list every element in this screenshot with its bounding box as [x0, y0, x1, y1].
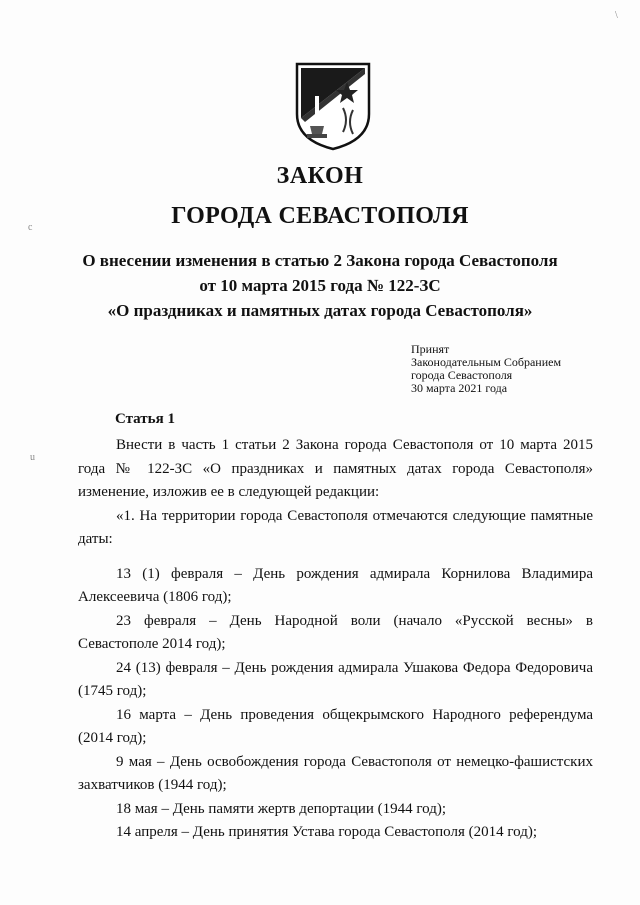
scan-artifact-mark: c [28, 222, 33, 233]
memorial-date-item: 18 мая – День памяти жертв депортации (1944 год); [116, 800, 447, 817]
subtitle-line: О внесении изменения в статью 2 Закона города Севастополя [82, 251, 558, 270]
memorial-date-item: 13 (1) февраля – День рождения адмирала Корнилова Владимира Алексеевича (1806 год); [78, 565, 593, 605]
memorial-date-item: 16 марта – День проведения общекрымского Народного референдума (2014 год); [78, 706, 593, 746]
subtitle-line: от 10 марта 2015 года № 122-ЗС [199, 276, 441, 295]
scan-artifact-mark: u [30, 452, 35, 463]
adoption-line: Законодательным Собранием [411, 355, 562, 369]
adoption-line: города Севастополя [411, 368, 513, 382]
article-body [78, 434, 593, 845]
law-subtitle [0, 248, 640, 323]
scan-artifact-mark: \ [615, 10, 618, 21]
law-title: ЗАКОН [276, 163, 364, 189]
article-lead: «1. На территории города Севастополя отмечаются следующие памятные даты: [78, 507, 593, 547]
memorial-date-item: 23 февраля – День Народной воли (начало «Русской весны» в Севастополе 2014 год); [78, 612, 593, 652]
adoption-date: 30 марта 2021 года [411, 381, 508, 395]
memorial-date-item: 9 мая – День освобождения города Севастополя от немецко-фашистских захватчиков (1944 год); [78, 753, 593, 793]
article-intro: Внести в часть 1 статьи 2 Закона города Севастополя от 10 марта 2015 года № 122-ЗС «О праздниках и памятных датах города Севастополя» изменение, изложив ее в следующей редакции: [78, 437, 593, 500]
adoption-note [411, 343, 561, 395]
adoption-line: Принят [411, 342, 450, 356]
memorial-date-item: 14 апреля – День принятия Устава города Севастополя (2014 год); [116, 824, 537, 840]
memorial-date-item: 24 (13) февраля – День рождения адмирала Ушакова Федора Федоровича (1745 год); [78, 659, 593, 699]
sevastopol-coat-of-arms-icon [293, 60, 373, 152]
subtitle-line: «О праздниках и памятных датах города Севастополя» [107, 301, 533, 320]
article-heading: Статья 1 [115, 411, 175, 427]
law-city-title: ГОРОДА СЕВАСТОПОЛЯ [171, 203, 469, 229]
